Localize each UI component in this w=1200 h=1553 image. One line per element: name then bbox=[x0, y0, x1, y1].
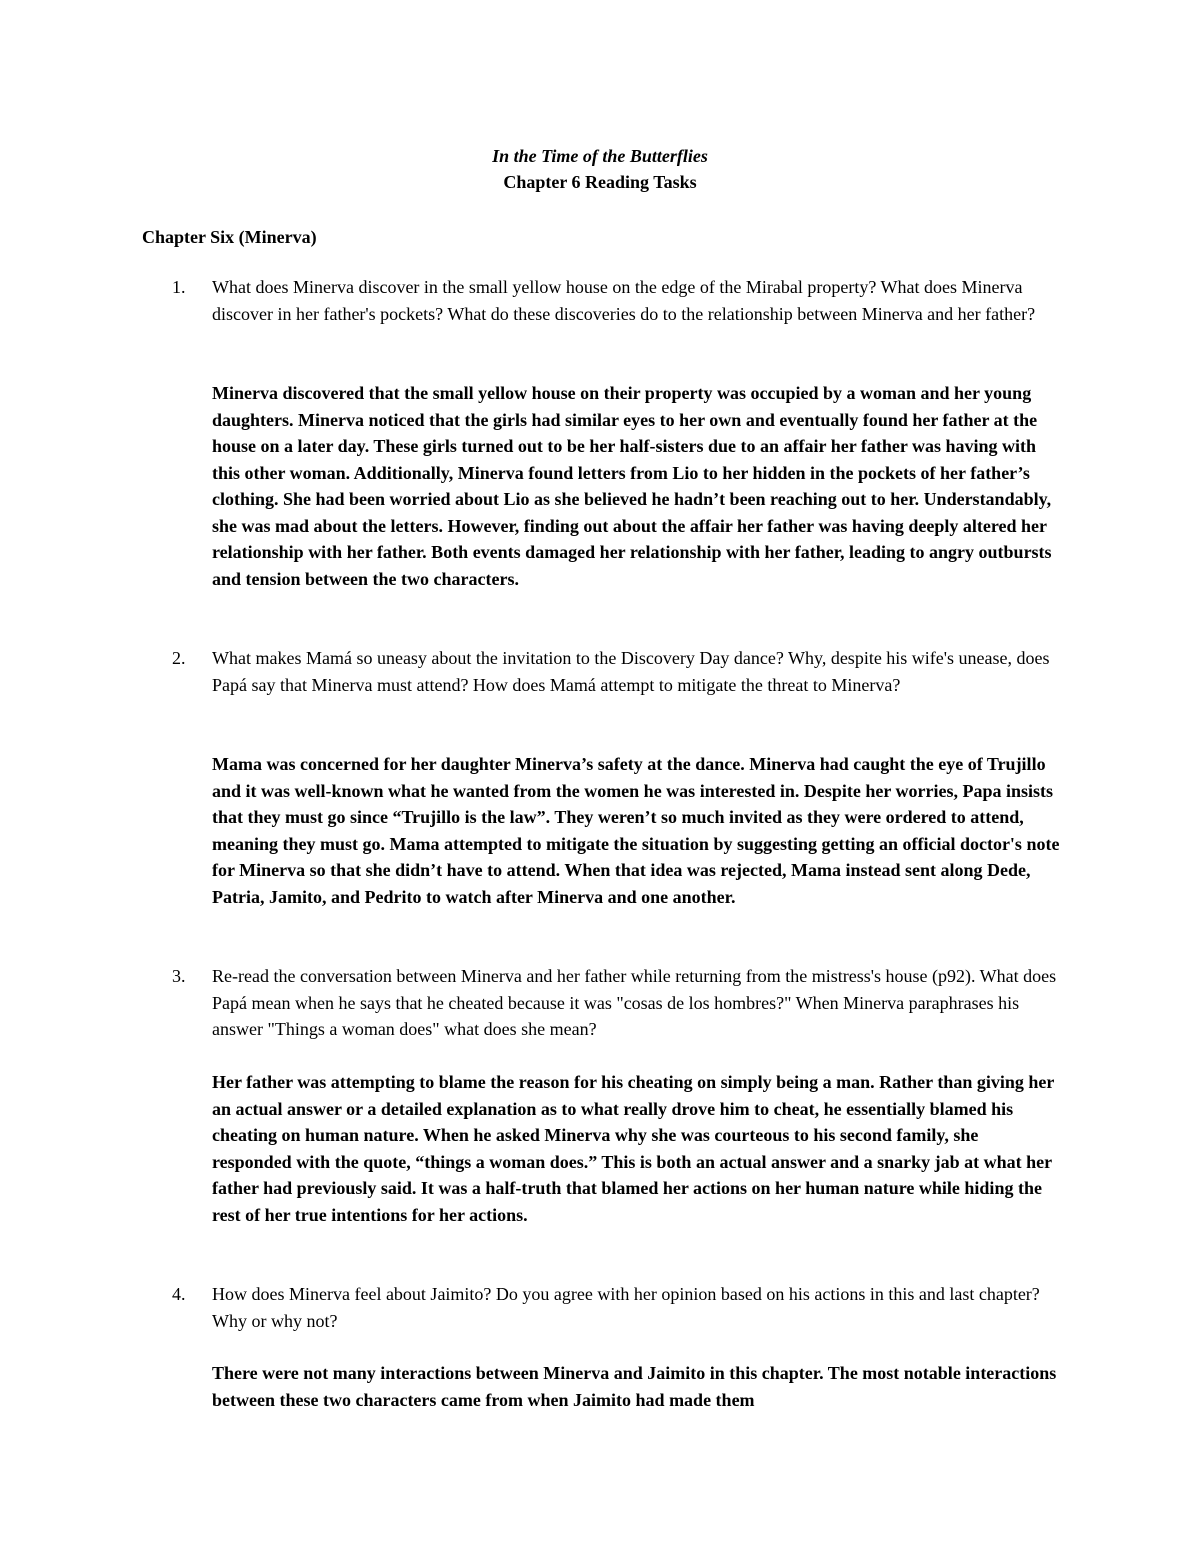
document-subtitle: Chapter 6 Reading Tasks bbox=[503, 172, 697, 192]
question-1 bbox=[172, 274, 1062, 327]
section-heading: Chapter Six (Minerva) bbox=[142, 227, 317, 247]
question-4 bbox=[172, 1281, 1062, 1334]
question-3 bbox=[172, 963, 1062, 1043]
question-2 bbox=[172, 645, 1062, 698]
question-number: 4. bbox=[172, 1284, 186, 1304]
answer-3: Her father was attempting to blame the reason for his cheating on simply being a man. Rather than giving her an actual answer or a detailed explanation as to what really drove him to cheat, he essentially blamed his cheating on human nature. When he asked Minerva why she was courteous to his second family, she responded with the quote, “things a woman does.” This is both an actual answer and a snarky jab at what her father had previously said. It was a half-truth that blamed her actions on her human nature while hiding the rest of her true intentions for her actions. bbox=[212, 1072, 1055, 1225]
question-text: How does Minerva feel about Jaimito? Do you agree with her opinion based on his actions in this and last chapter? Why or why not? bbox=[212, 1284, 1040, 1331]
question-number: 3. bbox=[172, 966, 186, 986]
question-text: What makes Mamá so uneasy about the invitation to the Discovery Day dance? Why, despite his wife's unease, does Papá say that Minerva must attend? How does Mamá attempt to mitigate the threat to Minerva? bbox=[212, 648, 1050, 695]
document-title: In the Time of the Butterflies bbox=[492, 146, 708, 166]
question-text: What does Minerva discover in the small yellow house on the edge of the Mirabal property? What does Minerva discover in her father's pockets? What do these discoveries do to the relationship between Minerva and her father? bbox=[212, 277, 1036, 324]
answer-2: Mama was concerned for her daughter Minerva’s safety at the dance. Minerva had caught the eye of Trujillo and it was well-known what he wanted from the women he was interested in. Despite her worries, Papa insists that they must go since “Trujillo is the law”. They weren’t so much invited as they were ordered to attend, meaning they must go. Mama attempted to mitigate the situation by suggesting getting an official doctor's note for Minerva so that she didn’t have to attend. When that idea was rejected, Mama instead sent along Dede, Patria, Jamito, and Pedrito to watch after Minerva and one another. bbox=[212, 754, 1060, 907]
document-header bbox=[0, 143, 1200, 195]
answer-4: There were not many interactions between Minerva and Jaimito in this chapter. The most notable interactions between these two characters came from when Jaimito had made them bbox=[212, 1363, 1057, 1410]
question-number: 2. bbox=[172, 648, 186, 668]
question-text: Re-read the conversation between Minerva and her father while returning from the mistress's house (p92). What does Papá mean when he says that he cheated because it was "cosas de los hombres?" When Minerva paraphrases his answer "Things a woman does" what does she mean? bbox=[212, 966, 1057, 1039]
answer-1: Minerva discovered that the small yellow house on their property was occupied by a woman and her young daughters. Minerva noticed that the girls had similar eyes to her own and eventually found her father at the house on a later day. These girls turned out to be her half-sisters due to an affair her father was having with this other woman. Additionally, Minerva found letters from Lio to her hidden in the pockets of her father’s clothing. She had been worried about Lio as she believed he hadn’t been reaching out to her. Understandably, she was mad about the letters. However, finding out about the affair her father was having deeply altered her relationship with her father. Both events damaged her relationship with her father, leading to angry outbursts and tension between the two characters. bbox=[212, 383, 1052, 589]
question-number: 1. bbox=[172, 277, 186, 297]
